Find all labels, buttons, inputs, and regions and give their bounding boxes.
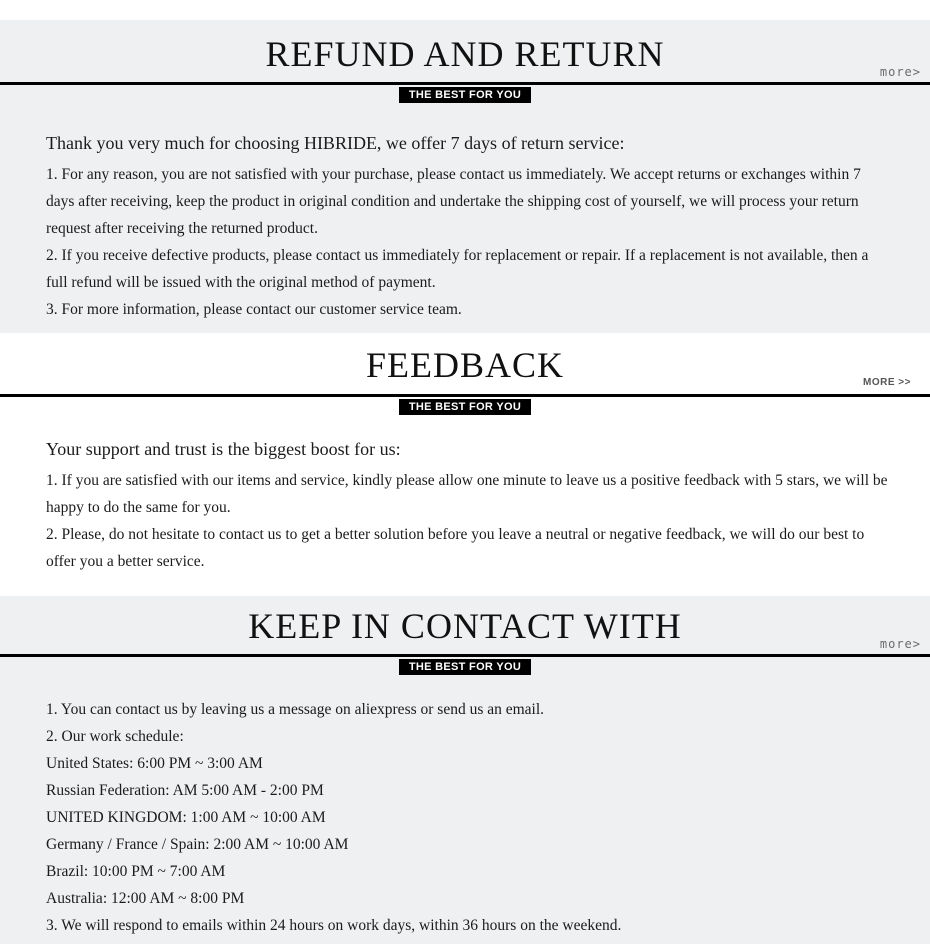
more-link[interactable]: MORE >> — [863, 377, 911, 388]
body-line: 3. We will respond to emails within 24 hours on work days, within 36 hours on the weekend. — [46, 917, 622, 934]
section-body-lines — [46, 696, 890, 939]
section-body — [0, 413, 930, 596]
section-title: KEEP IN CONTACT WITH — [248, 606, 682, 646]
badge-row — [0, 85, 930, 101]
body-line: offer you a better service. — [46, 553, 205, 570]
section-feedback — [0, 333, 930, 596]
section-title: REFUND AND RETURN — [265, 34, 665, 74]
section-intro-text: Thank you very much for choosing HIBRIDE, we offer 7 days of return service: — [46, 133, 625, 153]
body-line: 1. You can contact us by leaving us a message on aliexpress or send us an email. — [46, 701, 545, 718]
section-header-band — [0, 333, 930, 394]
body-line: UNITED KINGDOM: 1:00 AM ~ 10:00 AM — [46, 809, 326, 826]
body-line: Germany / France / Spain: 2:00 AM ~ 10:00 AM — [46, 836, 349, 853]
best-for-you-badge: THE BEST FOR YOU — [399, 659, 531, 675]
body-line: Brazil: 10:00 PM ~ 7:00 AM — [46, 863, 226, 880]
body-line: days after receiving, keep the product in original condition and undertake the shipping cost of yourself, we will process your return — [46, 193, 859, 210]
body-line: Russian Federation: AM 5:00 AM - 2:00 PM — [46, 782, 324, 799]
section-intro-text: Your support and trust is the biggest boost for us: — [46, 439, 401, 459]
body-line: 1. If you are satisfied with our items and service, kindly please allow one minute to leave us a positive feedback with 5 stars, we will be — [46, 472, 888, 489]
body-line: happy to do the same for you. — [46, 499, 231, 516]
body-line: United States: 6:00 PM ~ 3:00 AM — [46, 755, 263, 772]
body-line: full refund will be issued with the original method of payment. — [46, 274, 436, 291]
badge-row — [0, 657, 930, 673]
best-for-you-badge: THE BEST FOR YOU — [399, 399, 531, 415]
section-body-lines — [46, 161, 890, 323]
section-refund-and-return — [0, 20, 930, 333]
body-line: 2. Our work schedule: — [46, 728, 184, 745]
body-line: Australia: 12:00 AM ~ 8:00 PM — [46, 890, 245, 907]
body-line: 3. For more information, please contact our customer service team. — [46, 301, 462, 318]
section-keep-in-contact — [0, 596, 930, 944]
section-header-band — [0, 20, 930, 82]
section-body — [0, 673, 930, 944]
body-line: 2. Please, do not hesitate to contact us to get a better solution before you leave a neutral or negative feedback, we will do our best to — [46, 526, 865, 543]
page-top-spacer — [0, 0, 930, 20]
more-link[interactable]: more> — [879, 65, 921, 79]
section-body-lines — [46, 467, 890, 575]
best-for-you-badge: THE BEST FOR YOU — [399, 87, 531, 103]
body-line: request after receiving the returned product. — [46, 220, 318, 237]
section-title: FEEDBACK — [365, 345, 565, 385]
section-header-band — [0, 596, 930, 654]
body-line: 2. If you receive defective products, please contact us immediately for replacement or repair. If a replacement is not available, then a — [46, 247, 869, 264]
body-line: 1. For any reason, you are not satisfied with your purchase, please contact us immediately. We accept returns or exchanges within 7 — [46, 166, 861, 183]
section-body — [0, 101, 930, 333]
badge-row — [0, 397, 930, 413]
more-link[interactable]: more> — [879, 637, 921, 651]
